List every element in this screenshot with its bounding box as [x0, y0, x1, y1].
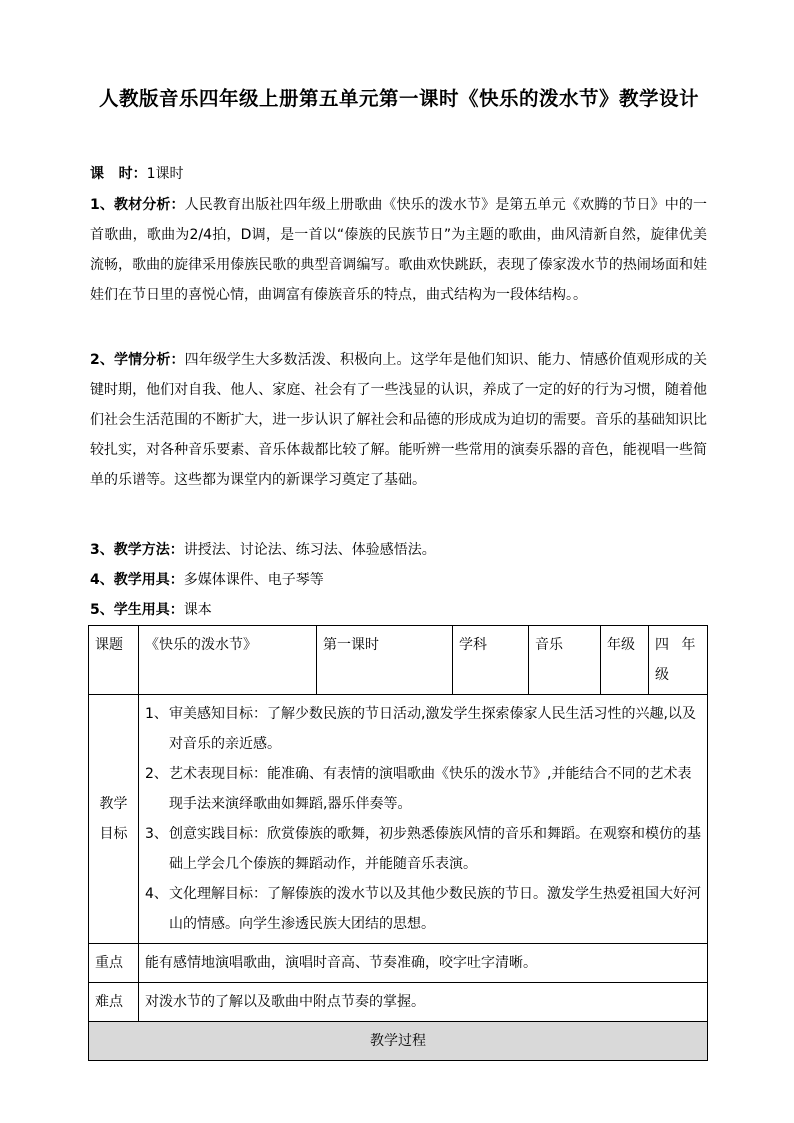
- section-student-tools: [90, 595, 707, 625]
- goal-number: 2、: [145, 766, 168, 782]
- section-text: 多媒体课件、电子琴等: [183, 572, 324, 588]
- lesson-table: [88, 625, 708, 1061]
- cell-goals-label: 教学目标: [89, 695, 139, 944]
- section-text: 人民教育出版社四年级上册歌曲《快乐的泼水节》是第五单元《欢腾的节日》中的一首歌曲，歌曲为2/4拍，D调，是一首以“傣族的民族节日”为主题的歌曲，曲风清新自然，旋律优美流畅，歌曲的旋律采用傣族民歌的典型音调编写。歌曲欢快跳跃，表现了傣家泼水节的热闹场面和娃娃们在节日里的喜悦心情，曲调富有傣族音乐的特点，曲式结构为一段体结构。。: [90, 197, 708, 303]
- cell-topic-value: 《快乐的泼水节》: [139, 626, 317, 695]
- section-teaching-tools: [90, 565, 707, 595]
- cell-goals-content: [139, 695, 708, 944]
- goal-number: 4、: [145, 886, 168, 902]
- table-row: [89, 944, 708, 983]
- class-period: [90, 160, 184, 188]
- table-row: [89, 1022, 708, 1061]
- goal-text: 艺术表现目标：能准确、有表情的演唱歌曲《快乐的泼水节》,并能结合不同的艺术表现手法来演绎歌曲如舞蹈,器乐伴奏等。: [169, 766, 692, 812]
- section-textbook-analysis: [90, 190, 707, 310]
- goal-number: 1、: [145, 706, 168, 722]
- cell-grade-value: 四 年级: [649, 626, 708, 695]
- goal-text: 文化理解目标：了解傣族的泼水节以及其他少数民族的节日。激发学生热爱祖国大好河山的情感。向学生渗透民族大团结的思想。: [169, 886, 701, 932]
- section-heading: 1、教材分析：: [90, 197, 185, 213]
- section-text: 四年级学生大多数活泼、积极向上。这学年是他们知识、能力、情感价值观形成的关键时期，他们对自我、他人、家庭、社会有了一些浅显的认识，养成了一定的好的行为习惯，随着他们社会生活范围的不断扩大，进一步认识了解社会和品德的形成成为迫切的需要。音乐的基础知识比较扎实，对各种音乐要素、音乐体裁都比较了解。能听辨一些常用的演奏乐器的音色，能视唱一些简单的乐谱等。这些都为课堂内的新课学习奠定了基础。: [90, 352, 708, 488]
- cell-topic-label: 课题: [89, 626, 139, 695]
- section-student-analysis: [90, 345, 707, 495]
- cell-key-label: 重点: [89, 944, 139, 983]
- section-text: 讲授法、讨论法、练习法、体验感悟法。: [183, 542, 436, 558]
- section-text: 课本: [183, 602, 212, 618]
- list-item: [145, 759, 701, 819]
- table-row: [89, 983, 708, 1022]
- table-row: [89, 626, 708, 695]
- class-period-value: 1课时: [146, 166, 184, 182]
- list-item: [145, 879, 701, 939]
- section-heading: 5、学生用具：: [90, 602, 184, 618]
- section-heading: 3、教学方法：: [90, 542, 184, 558]
- cell-teaching-process: 教学过程: [89, 1022, 708, 1061]
- document-title: 人教版音乐四年级上册第五单元第一课时《快乐的泼水节》教学设计: [98, 87, 699, 110]
- cell-key-text: 能有感情地演唱歌曲，演唱时音高、节奏准确，咬字吐字清晰。: [139, 944, 708, 983]
- section-heading: 4、教学用具：: [90, 572, 184, 588]
- cell-period-value: 第一课时: [317, 626, 453, 695]
- list-item: [145, 699, 701, 759]
- cell-subject-value: 音乐: [529, 626, 601, 695]
- goal-text: 创意实践目标：欣赏傣族的歌舞，初步熟悉傣族风情的音乐和舞蹈。在观察和模仿的基础上学会几个傣族的舞蹈动作，并能随音乐表演。: [169, 826, 701, 872]
- list-item: [145, 819, 701, 879]
- table-row: [89, 695, 708, 944]
- cell-grade-label: 年级: [601, 626, 649, 695]
- cell-difficulty-text: 对泼水节的了解以及歌曲中附点节奏的掌握。: [139, 983, 708, 1022]
- cell-subject-label: 学科: [453, 626, 529, 695]
- cell-difficulty-label: 难点: [89, 983, 139, 1022]
- goals-list: [145, 699, 701, 939]
- goal-number: 3、: [145, 826, 168, 842]
- goal-text: 审美感知目标：了解少数民族的节日活动,激发学生探索傣家人民生活习性的兴趣,以及对音乐的亲近感。: [169, 706, 696, 752]
- section-heading: 2、学情分析：: [90, 352, 185, 368]
- class-period-label: 课 时：: [90, 166, 147, 182]
- section-teaching-methods: [90, 535, 707, 565]
